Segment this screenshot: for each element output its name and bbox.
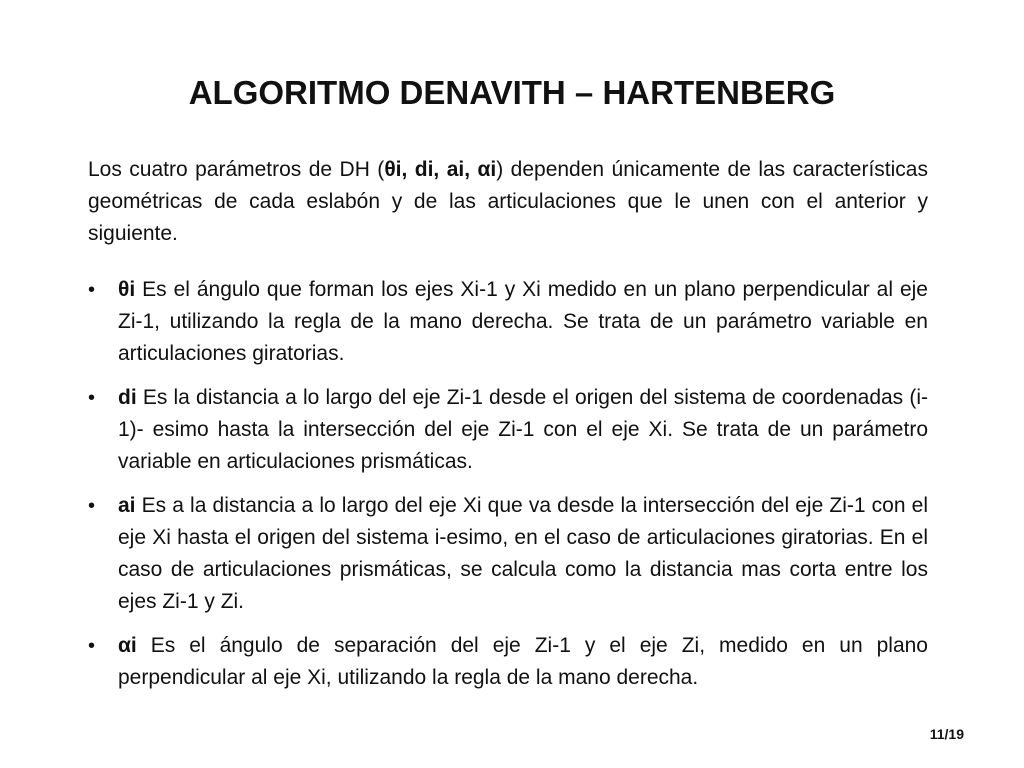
slide-title: ALGORITMO DENAVITH – HARTENBERG [188,74,836,112]
definition-a: Es a la distancia a lo largo del eje Xi que va desde la intersección del eje Zi-1 con el eje Xi hasta el origen del sistema i-esimo, en el caso de articulaciones giratorias. En el caso de articulaciones prismáticas, se calcula como la distancia mas corta entre los ejes Zi-1 y Zi. [118,494,928,613]
bullet-icon: • [88,635,96,657]
list-item-theta [88,274,928,370]
bullet-icon: • [88,387,96,409]
list-item-d [88,382,928,478]
term-theta: θi [118,278,136,301]
intro-prefix: Los cuatro parámetros de DH ( [88,158,385,181]
term-d: di [118,386,137,409]
parameter-list [88,274,928,694]
slide-content [88,154,928,706]
intro-suffix: ) dependen únicamente de las características geométricas de cada eslabón y de las articulaciones que le unen con el anterior y siguiente. [88,158,928,245]
intro-params: θi, di, ai, αi [384,158,497,181]
list-item-alpha [88,630,928,694]
page-number: 11/19 [929,726,964,742]
definition-d: Es la distancia a lo largo del eje Zi-1 desde el origen del sistema de coordenadas (i-1)- esimo hasta la intersección del eje Zi-1 con el eje Xi. Se trata de un parámetro variable en articulaciones prismáticas. [118,386,928,473]
term-alpha: αi [118,634,137,657]
bullet-icon: • [88,495,96,517]
intro-paragraph [88,154,928,250]
definition-alpha: Es el ángulo de separación del eje Zi-1 y el eje Zi, medido en un plano perpendicular al eje Xi, utilizando la regla de la mano derecha. [118,634,928,689]
bullet-icon: • [88,279,96,301]
list-item-a [88,490,928,618]
term-a: ai [118,494,136,517]
definition-theta: Es el ángulo que forman los ejes Xi-1 y Xi medido en un plano perpendicular al eje Zi-1, utilizando la regla de la mano derecha. Se trata de un parámetro variable en articulaciones giratorias. [118,278,928,365]
